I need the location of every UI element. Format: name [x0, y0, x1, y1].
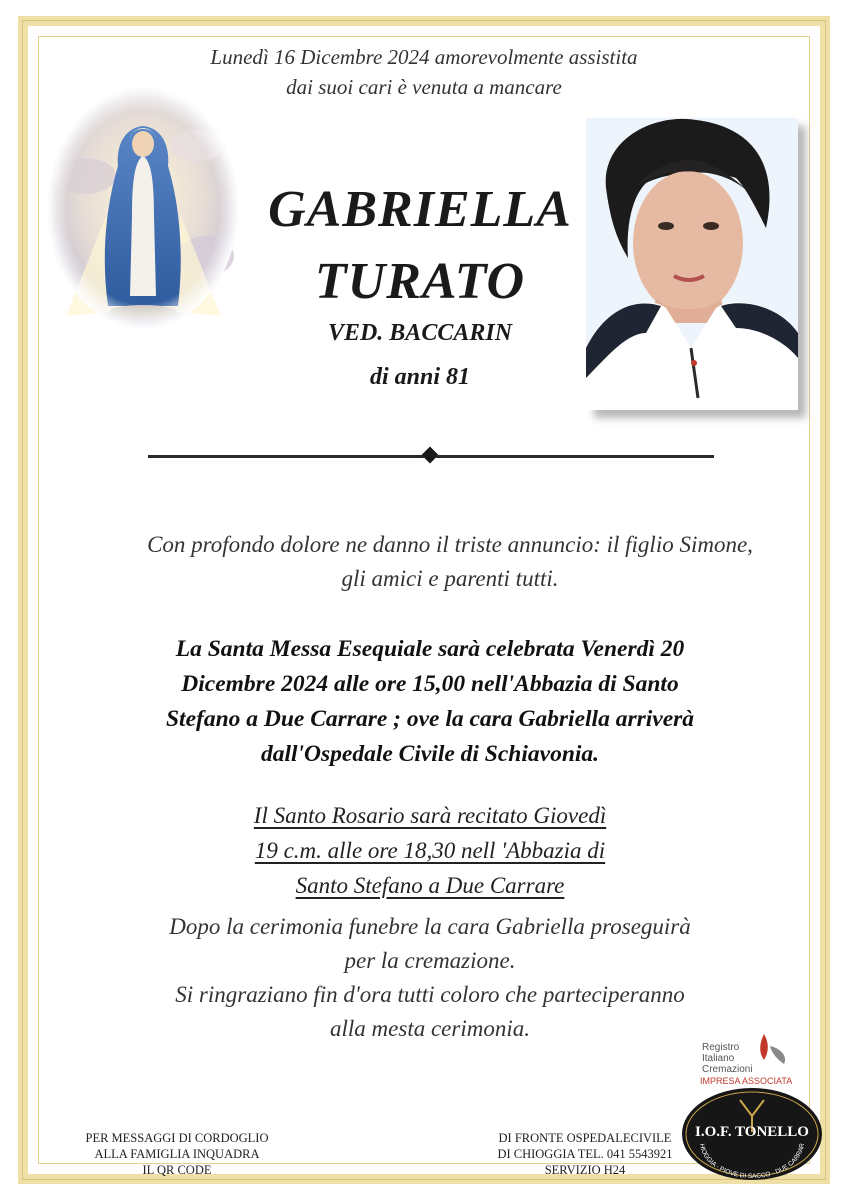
header-line-1: Lunedì 16 Dicembre 2024 amorevolmente assistita	[210, 45, 638, 69]
mass-line-4: dall'Ospedale Civile di Schiavonia.	[260, 741, 600, 767]
divider-right	[436, 455, 714, 458]
rosary-line-2: 19 c.m. alle ore 18,30 nell 'Abbazia di	[254, 838, 606, 863]
footer-contact	[470, 1130, 700, 1178]
mass-line-3: Stefano a Due Carrare ; ove la cara Gabriella arriverà	[165, 706, 695, 732]
rosary	[140, 798, 720, 903]
portrait-photo	[586, 118, 798, 410]
closing-line-2: per la cremazione.	[344, 948, 516, 973]
closing-line-4: alla mesta cerimonia.	[330, 1016, 530, 1041]
footer-center-line-3: SERVIZIO H24	[544, 1163, 626, 1177]
first-name: GABRIELLA	[268, 181, 572, 238]
footer-center-line-2: DI CHIOGGIA TEL. 041 5543921	[497, 1147, 673, 1161]
svg-text:IMPRESA ASSOCIATA: IMPRESA ASSOCIATA	[700, 1076, 793, 1086]
footer-condolences	[62, 1130, 292, 1178]
age: di anni 81	[369, 364, 471, 390]
svg-text:Cremazioni: Cremazioni	[702, 1064, 753, 1075]
cremation-registry-logo	[698, 1024, 802, 1088]
svg-text:Italiano: Italiano	[702, 1053, 735, 1064]
announcement	[90, 528, 810, 596]
svg-text:Registro: Registro	[702, 1042, 740, 1053]
svg-text:CHIOGGIA · PIOVE DI SACCO · DU: HIOGGIA · PIOVE DI SACCO · DUE CARRAR	[698, 1142, 807, 1181]
announcement-line-2: gli amici e parenti tutti.	[341, 566, 559, 591]
rosary-line-3: Santo Stefano a Due Carrare	[295, 873, 565, 898]
closing-notes	[110, 910, 750, 1046]
footer-left-line-2: ALLA FAMIGLIA INQUADRA	[94, 1147, 260, 1161]
footer-center-line-1: DI FRONTE OSPEDALECIVILE	[498, 1131, 672, 1145]
mass-line-2: Dicembre 2024 alle ore 15,00 nell'Abbazia di Santo	[181, 671, 679, 697]
widow-of: VED. BACCARIN	[327, 320, 513, 346]
funeral-home-logo	[680, 1086, 824, 1182]
madonna-image	[46, 86, 240, 330]
last-name: TURATO	[314, 253, 526, 310]
closing-line-1: Dopo la cerimonia funebre la cara Gabriella proseguirà	[169, 914, 691, 939]
announcement-line-1: Con profondo dolore ne danno il triste annuncio: il figlio Simone,	[147, 532, 753, 557]
mass-line-1: La Santa Messa Esequiale sarà celebrata Venerdì 20	[175, 636, 685, 662]
footer-left-line-3: IL QR CODE	[142, 1163, 212, 1177]
funeral-mass	[110, 632, 750, 772]
header-line-2: dai suoi cari è venuta a mancare	[286, 75, 562, 99]
footer-left-line-1: PER MESSAGGI DI CORDOGLIO	[85, 1131, 269, 1145]
rosary-line-1: Il Santo Rosario sarà recitato Giovedì	[253, 803, 607, 828]
divider-left	[148, 455, 424, 458]
svg-text:I.O.F. TONELLO: I.O.F. TONELLO	[695, 1124, 809, 1140]
closing-line-3: Si ringraziano fin d'ora tutti coloro che parteciperanno	[175, 982, 685, 1007]
